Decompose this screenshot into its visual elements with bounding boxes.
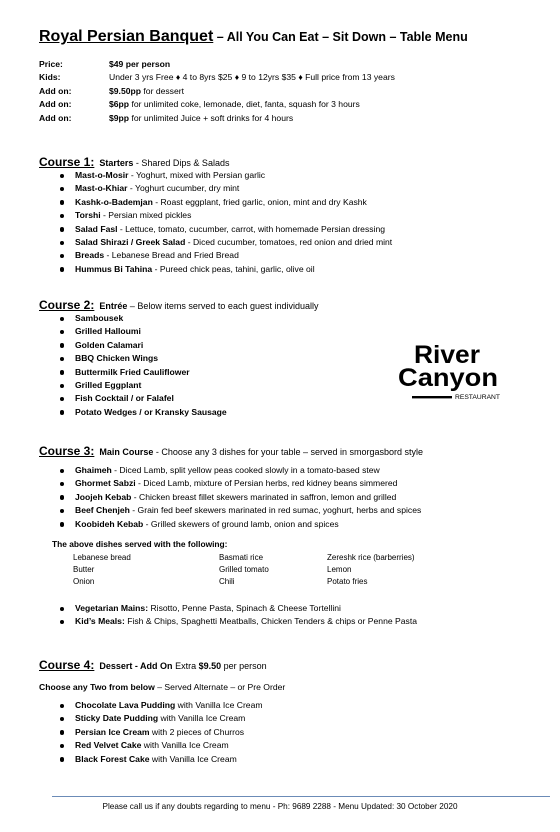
dish-description: with Vanilla Ice Cream	[149, 753, 237, 764]
dish-name: Salad Fasl	[75, 223, 118, 234]
title-subtitle: – All You Can Eat – Sit Down – Table Menu	[213, 30, 468, 44]
dish-name: BBQ Chicken Wings	[75, 353, 159, 364]
price-note: for unlimited coke, lemonade, diet, fanta, squash for 3 hours	[129, 99, 360, 110]
list-item	[58, 182, 392, 195]
dish-name: Salad Shirazi / Greek Salad	[75, 237, 186, 248]
dish-name: Chocolate Lava Pudding	[75, 700, 176, 710]
dish-description: with Vanilla Ice Cream	[175, 700, 263, 710]
course-description: - Choose any 3 dishes for your table – served in smorgasbord style	[153, 447, 424, 457]
dish-name: Grilled Eggplant	[75, 380, 142, 391]
side-item: Zereshk rice (barberries)	[327, 553, 415, 562]
course-label: Starters	[99, 158, 134, 168]
list-item	[58, 366, 227, 379]
dish-name: Black Forest Cake	[75, 753, 150, 764]
list-item	[58, 712, 263, 725]
dish-description: - Diced cucumber, tomatoes, red onion and dried mint	[185, 237, 393, 248]
dish-description: - Grain fed beef skewers marinated in red sumac, yoghurt, herbs and spices	[129, 505, 422, 516]
course-3-list	[58, 464, 421, 531]
dish-description: - Yoghurt cucumber, dry mint	[127, 183, 240, 194]
course-2-heading	[39, 298, 319, 312]
dish-name: Ghormet Sabzi	[75, 478, 136, 489]
list-item	[58, 753, 263, 766]
footer-divider	[52, 796, 550, 797]
list-item	[58, 379, 227, 392]
dish-description: - Diced Lamb, split yellow peas cooked slowly in a tomato-based stew	[111, 465, 380, 475]
dish-description: - Roast eggplant, fried garlic, onion, mint and dry Kashk	[152, 196, 367, 207]
price-row	[39, 58, 395, 71]
extra-description: Fish & Chips, Spaghetti Meatballs, Chicken Tenders & chips or Penne Pasta	[124, 616, 418, 627]
list-item	[58, 518, 421, 531]
dish-description: with 2 pieces of Churros	[149, 726, 245, 737]
dish-description: - Lettuce, tomato, cucumber, carrot, with homemade Persian dressing	[117, 223, 385, 234]
course-description: – Below items served to each guest individually	[127, 301, 319, 311]
list-item	[58, 263, 392, 276]
price-label: Kids:	[39, 72, 61, 83]
dish-name: Sticky Date Pudding	[75, 713, 159, 724]
dish-name: Mast-o-Mosir	[75, 170, 129, 180]
dessert-instructions	[39, 682, 285, 692]
choose-bold: Choose any Two from below	[39, 682, 155, 692]
list-item	[58, 602, 417, 615]
price-label: Add on:	[39, 85, 72, 96]
price-label: Add on:	[39, 112, 72, 123]
price-value: $49 per person	[109, 59, 171, 69]
dish-name: Beef Chenjeh	[75, 505, 130, 516]
side-item: Chili	[219, 577, 235, 586]
dish-name: Fish Cocktail / or Falafel	[75, 393, 174, 404]
side-item: Butter	[73, 565, 95, 574]
course-description-post: per person	[221, 661, 267, 671]
dish-name: Sambousek	[75, 313, 124, 323]
list-item	[58, 196, 392, 209]
choose-rest: – Served Alternate – or Pre Order	[154, 682, 286, 692]
list-item	[58, 726, 263, 739]
course-3-extras	[58, 602, 417, 629]
side-item: Basmati rice	[219, 553, 264, 562]
list-item	[58, 392, 227, 405]
dish-name: Kashk-o-Bademjan	[75, 196, 153, 207]
course-number: Course 1:	[39, 155, 95, 169]
price-label: Add on:	[39, 99, 72, 110]
course-3-heading	[39, 444, 423, 458]
list-item	[58, 477, 421, 490]
price-list	[39, 58, 395, 125]
course-number: Course 3:	[39, 444, 95, 458]
extra-name: Vegetarian Mains:	[75, 603, 149, 613]
dish-name: Grilled Halloumi	[75, 326, 141, 337]
logo-line-2: Canyon	[398, 364, 498, 392]
dish-name: Breads	[75, 250, 105, 261]
course-description: - Shared Dips & Salads	[133, 158, 230, 168]
side-item: Onion	[73, 577, 95, 586]
dish-description: - Pureed chick peas, tahini, garlic, olive oil	[152, 263, 315, 274]
dish-name: Buttermilk Fried Cauliflower	[75, 366, 190, 377]
price-value: $9.50pp	[109, 85, 142, 96]
dish-name: Hummus Bi Tahina	[75, 263, 153, 274]
dessert-price: $9.50	[198, 661, 222, 671]
sides-column	[73, 552, 131, 588]
extra-name: Kid’s Meals:	[75, 616, 125, 627]
price-label: Price:	[39, 59, 63, 69]
side-item: Lemon	[327, 565, 352, 574]
course-number: Course 4:	[39, 658, 95, 672]
dish-name: Koobideh Kebab	[75, 518, 144, 529]
sides-heading: The above dishes served with the following:	[52, 539, 228, 549]
course-description-pre: Extra	[172, 661, 199, 671]
river-canyon-logo	[398, 341, 502, 403]
price-note: Under 3 yrs Free ♦ 4 to 8yrs $25 ♦ 9 to 12yrs $35 ♦ Full price from 13 years	[109, 72, 395, 83]
title-main: Royal Persian Banquet	[39, 28, 214, 45]
list-item	[58, 249, 392, 262]
list-item	[58, 615, 417, 628]
course-4-list	[58, 699, 263, 766]
list-item	[58, 312, 227, 325]
course-label: Main Course	[99, 447, 154, 457]
sides-column	[327, 552, 415, 588]
dish-description: with Vanilla Ice Cream	[141, 740, 229, 751]
list-item	[58, 325, 227, 338]
dish-name: Persian Ice Cream	[75, 726, 150, 737]
price-value: $9pp	[109, 112, 130, 123]
dish-description: - Grilled skewers of ground lamb, onion and spices	[143, 518, 339, 529]
dish-description: - Diced Lamb, mixture of Persian herbs, red kidney beans simmered	[135, 478, 398, 489]
course-2-list	[58, 312, 227, 419]
logo-tagline: RESTAURANT	[455, 395, 501, 401]
course-1-list	[58, 169, 392, 276]
price-value: $6pp	[109, 99, 130, 110]
side-item: Lebanese bread	[73, 553, 131, 562]
list-item	[58, 169, 392, 182]
list-item	[58, 464, 421, 477]
dish-description: - Lebanese Bread and Fried Bread	[104, 250, 239, 261]
dish-description: - Yoghurt, mixed with Persian garlic	[128, 170, 266, 180]
price-row	[39, 71, 395, 84]
dish-name: Potato Wedges / or Kransky Sausage	[75, 406, 227, 417]
list-item	[58, 739, 263, 752]
dish-name: Red Velvet Cake	[75, 740, 142, 751]
course-number: Course 2:	[39, 298, 95, 312]
price-note: for unlimited Juice + soft drinks for 4 hours	[129, 112, 294, 123]
logo-rule	[412, 396, 452, 398]
dish-description: with Vanilla Ice Cream	[158, 713, 246, 724]
list-item	[58, 406, 227, 419]
extra-description: Risotto, Penne Pasta, Spinach & Cheese Tortellini	[148, 603, 341, 613]
logo-line-1: River	[414, 341, 481, 369]
list-item	[58, 339, 227, 352]
footer-note: Please call us if any doubts regarding to menu - Ph: 9689 2288 - Menu Updated: 30 October 2020	[102, 802, 458, 811]
dish-name: Golden Calamari	[75, 339, 144, 350]
list-item	[58, 209, 392, 222]
list-item	[58, 504, 421, 517]
course-label: Entrée	[99, 301, 128, 311]
list-item	[58, 352, 227, 365]
side-item: Potato fries	[327, 577, 368, 586]
price-row	[39, 112, 395, 125]
price-note: for dessert	[141, 85, 185, 96]
list-item	[58, 491, 421, 504]
price-row	[39, 98, 395, 111]
dish-name: Ghaimeh	[75, 465, 112, 475]
menu-title	[39, 28, 468, 46]
list-item	[58, 699, 263, 712]
dish-description: - Persian mixed pickles	[100, 210, 192, 221]
course-4-heading	[39, 658, 267, 672]
dish-name: Torshi	[75, 210, 101, 221]
list-item	[58, 223, 392, 236]
list-item	[58, 236, 392, 249]
dish-name: Joojeh Kebab	[75, 491, 132, 502]
dish-description: - Chicken breast fillet skewers marinated in saffron, lemon and grilled	[131, 491, 397, 502]
course-1-heading	[39, 155, 229, 169]
course-label: Dessert - Add On	[99, 661, 173, 671]
price-row	[39, 85, 395, 98]
sides-column	[219, 552, 269, 588]
side-item: Grilled tomato	[219, 565, 269, 574]
dish-name: Mast-o-Khiar	[75, 183, 128, 194]
